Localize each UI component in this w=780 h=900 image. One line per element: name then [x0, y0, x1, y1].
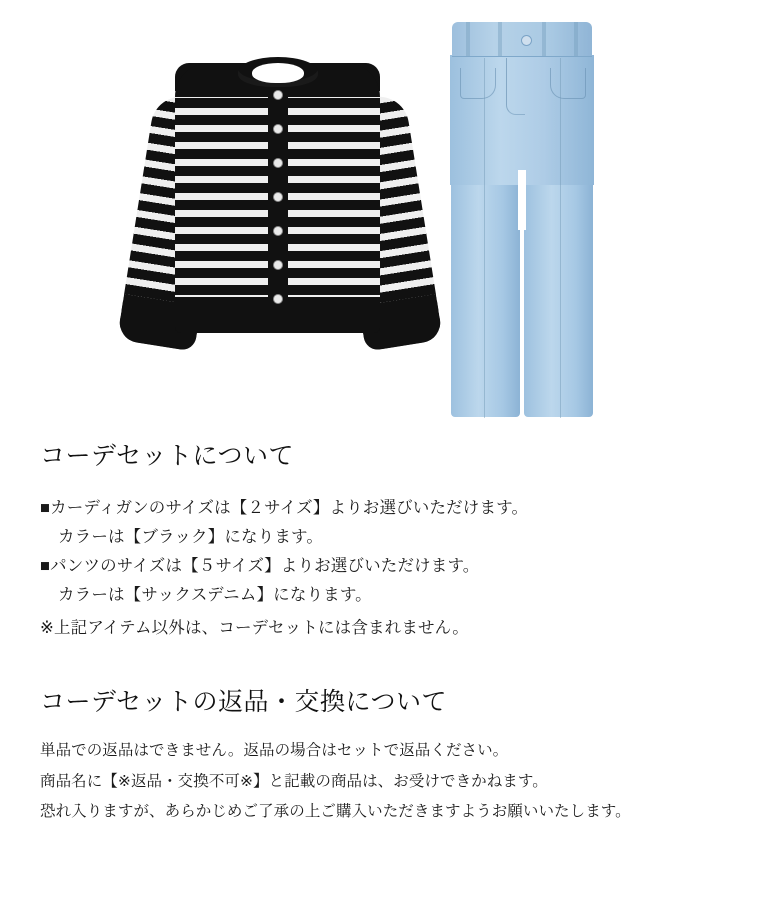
- bullet-sub-text: カラーは【ブラック】になります。: [58, 527, 323, 546]
- list-item: [40, 552, 740, 610]
- cardigan-button: [274, 159, 282, 167]
- cardigan-illustration: [130, 45, 430, 375]
- policy-line: 商品名に【※返品・交換不可※】と記載の商品は、お受けできかねます。: [40, 772, 548, 790]
- policy-line: 恐れ入りますが、あらかじめご了承の上ご購入いただきますようお願いいたします。: [40, 802, 631, 820]
- jeans-left-leg: [451, 172, 520, 417]
- return-policy-title: コーデセットの返品・交換について: [40, 689, 448, 717]
- list-item: [40, 494, 740, 552]
- cardigan-button: [274, 125, 282, 133]
- jeans-right-leg: [524, 172, 593, 417]
- cardigan-collar-inner: [252, 63, 304, 83]
- jeans-belt-loop: [542, 22, 546, 56]
- bullet-main-text: ■パンツのサイズは【５サイズ】よりお選びいただけます。: [40, 556, 480, 575]
- jeans-belt-loop: [466, 22, 470, 56]
- cardigan-button: [274, 91, 282, 99]
- cardigan-button: [274, 193, 282, 201]
- cardigan-button: [274, 261, 282, 269]
- bullet-sub-text: カラーは【サックスデニム】になります。: [58, 585, 372, 604]
- jeans-illustration: [420, 22, 620, 422]
- product-image-area: [0, 0, 780, 420]
- jeans-seam: [560, 58, 561, 418]
- jeans-belt-loop: [498, 22, 502, 56]
- set-info-bullets: [40, 494, 740, 610]
- return-policy-body: [40, 736, 740, 827]
- description-content: [0, 420, 780, 827]
- jeans-right-pocket: [550, 68, 586, 99]
- jeans-fly: [506, 58, 525, 115]
- jeans-seam: [484, 58, 485, 418]
- set-info-section: [40, 436, 740, 642]
- policy-line: 単品での返品はできません。返品の場合はセットで返品ください。: [40, 742, 509, 760]
- set-info-title: コーデセットについて: [40, 443, 295, 470]
- bullet-main-text: ■カーディガンのサイズは【２サイズ】よりお選びいただけます。: [40, 499, 529, 517]
- jeans-crotch-gap: [518, 170, 526, 230]
- cardigan-button: [274, 227, 282, 235]
- cardigan-button: [274, 295, 282, 303]
- return-policy-section: [40, 682, 740, 827]
- set-info-note: ※上記アイテム以外は、コーデセットには含まれません。: [40, 618, 469, 637]
- jeans-belt-loop: [574, 22, 578, 56]
- jeans-waist-button: [522, 36, 531, 45]
- jeans-left-pocket: [460, 68, 496, 99]
